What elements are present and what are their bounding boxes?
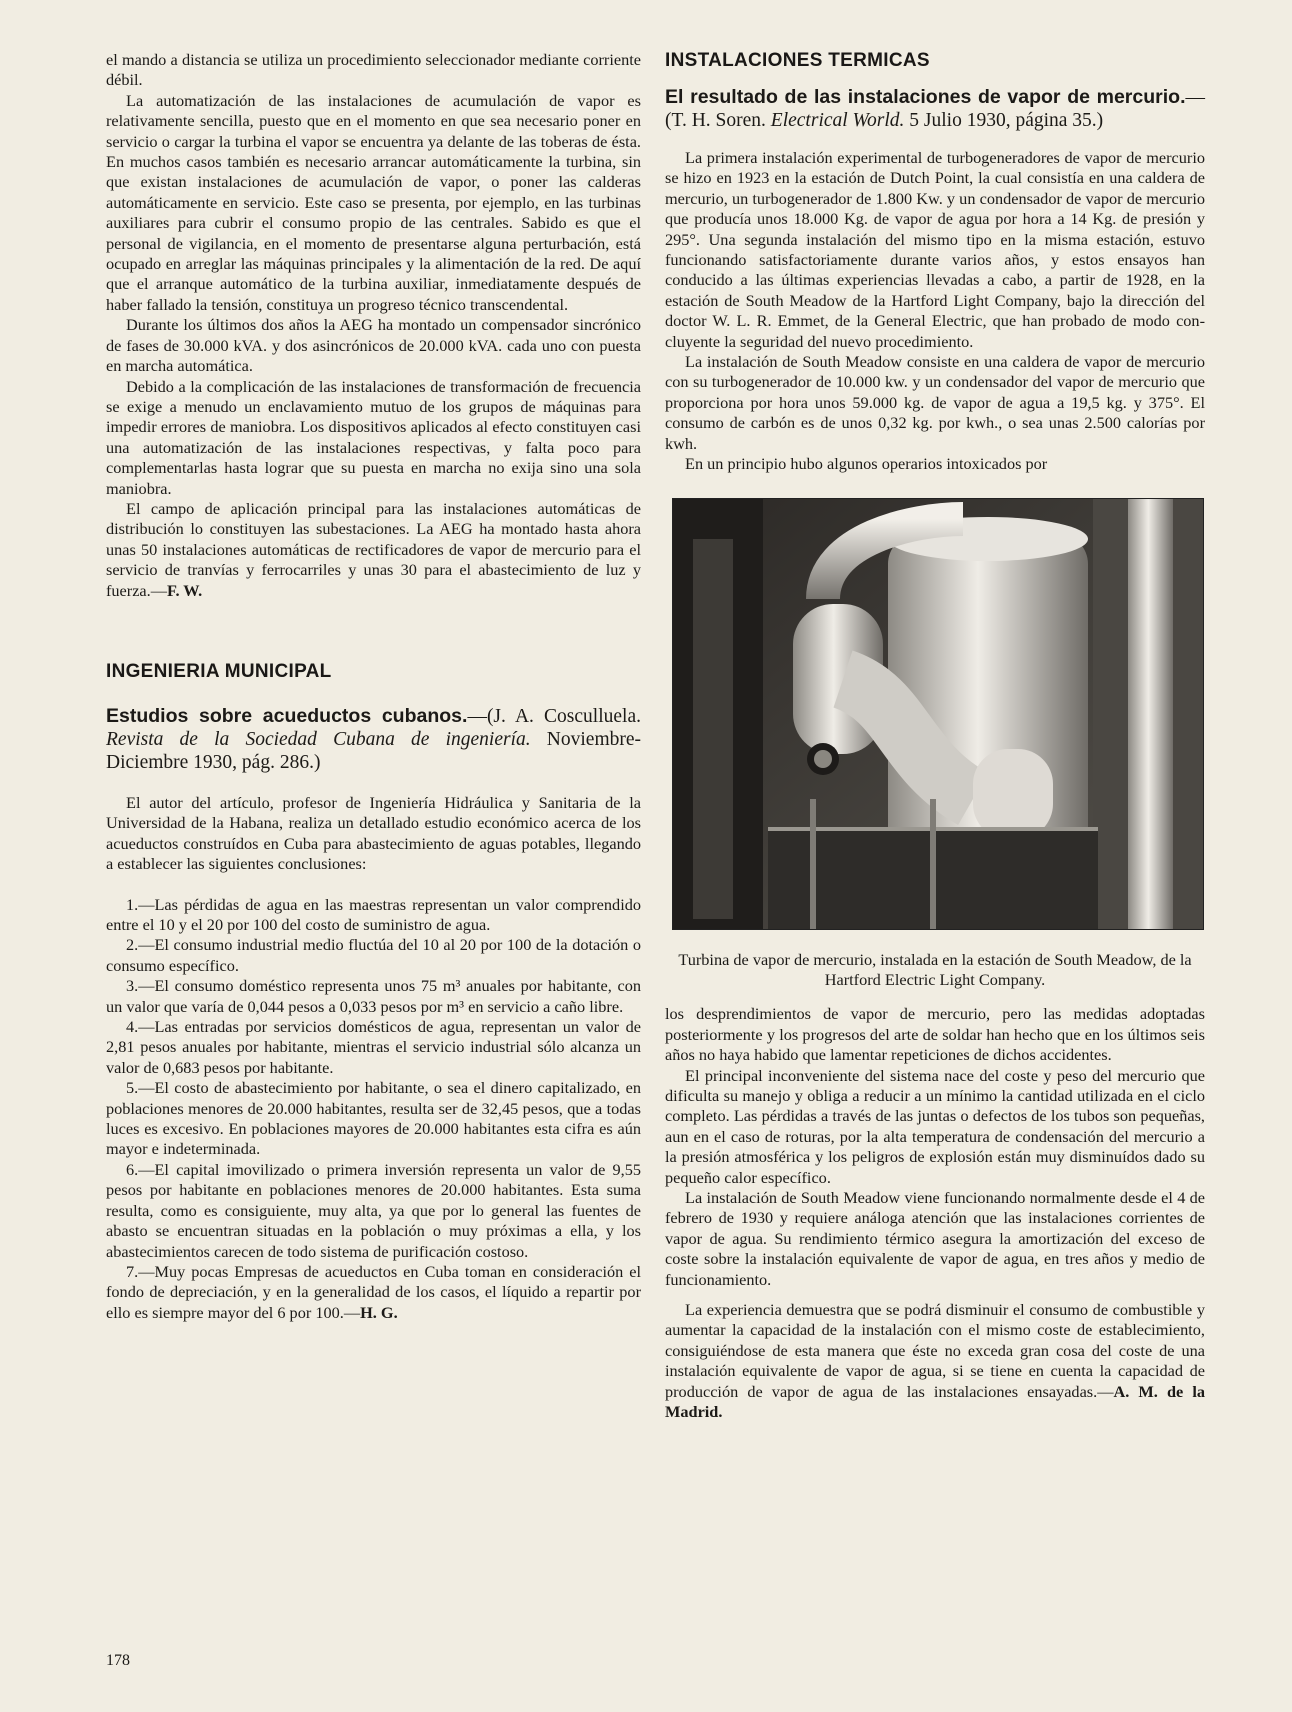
paragraph: los desprendimientos de vapor de mercurio, pero las medidas adoptadas posteriormente y los progresos del arte de soldar han hecho que en los últimos seis años no haya habido que lamentar repeticiones de dichos accidentes. — [665, 1004, 1205, 1065]
journal-name: Electrical World. — [770, 110, 905, 131]
list-item-text: 7.—Muy pocas Empresas de acueductos en Cuba toman en consideración el fondo de depreciación, y en la generalidad de los casos, el líquido a repartir por ello es siempre mayor del 6 por 100.— — [106, 1261, 641, 1322]
paragraph-text: El campo de aplicación principal para las instalaciones automáticas de distribución lo constituyen las subestaciones. La AEG ha montado hasta ahora unas 50 instalaciones automáticas de rectificadores de vapor de mercurio para el servicio de tranvías y ferrocarriles y unas 30 para el abastecimiento de luz y fuerza.— — [106, 498, 641, 600]
conclusions-list — [106, 895, 641, 1324]
article-citation: —(J. A. Cosculluela. — [467, 705, 641, 727]
list-item: 2.—El consumo industrial medio fluctúa del 10 al 20 por 100 de la dotación o consumo específico. — [106, 935, 641, 975]
article-title: Estudios sobre acueductos cubanos. — [106, 704, 468, 727]
list-item: 6.—El capital imovilizado o primera inversión representa un valor de 9,55 pesos por habitante en poblaciones menores de 20.000 habitantes. Esta suma resulta, como es consiguiente, muy alta, ya que por lo general las fuentes de abasto se encuentran situadas en la población o muy próximas a ella, y los abastecimientos carecen de todo sistema de purificación costoso. — [106, 1159, 641, 1261]
paragraph-text: La experiencia demuestra que se podrá disminuir el consumo de combustible y aumentar la capacidad de la instalación con el mismo coste de establecimiento, consiguiéndose de esta manera que éste no exceda gran cosa del coste de una instalación equivalente de vapor de agua, si se tiene en cuenta la capacidad de producción de vapor de agua de las instalaciones ensayadas.— — [665, 1300, 1205, 1401]
left-column — [106, 50, 641, 1323]
paragraph: el mando a distancia se utiliza un procedimiento seleccionador mediante corriente débil. — [106, 50, 641, 90]
section-heading: INGENIERIA MUNICIPAL — [106, 660, 332, 682]
photo-caption: Turbina de vapor de mercurio, instalada en la estación de South Meadow, de la Hartford Electric Light Company. — [678, 949, 1192, 989]
paragraph: Debido a la complicación de las instalaciones de transformación de frecuencia se exige a menudo un enclavamiento mutuo de los grupos de máquinas para impedir errores de maniobra. Los dispositivos aplicados al efecto constituyen casi una automatización de las instalaciones respectivas, y falta poco para complementarlas hasta lograr que su puesta en marcha no exija sino una sola maniobra. — [106, 376, 641, 498]
article-citation-date: 5 Julio 1930, página 35.) — [904, 110, 1104, 131]
paragraph: La instalación de South Meadow viene funcionando normalmente desde el 4 de febrero de 1930 y requiere análoga atención que las instalaciones corrientes de vapor de agua. Su rendimiento térmico asegura la amortización del exceso de coste sobre la instalación equivalente de vapor de agua, en tres años y medio de funcionamiento. — [665, 1187, 1205, 1289]
list-item: 4.—Las entradas por servicios domésticos de agua, representan un valor de 2,81 pesos anuales por habitante, mientras el servicio industrial sólo alcanza un valor de 0,683 pesos por habitante. — [106, 1017, 641, 1077]
paragraph: Durante los últimos dos años la AEG ha montado un compensador sincrónico de fases de 30.000 kVA. y dos asincrónicos de 20.000 kVA. cada uno con puesta en marcha automática. — [106, 315, 641, 376]
article-citation-date: Noviembre-Diciembre 1930, pág. 286.) — [106, 728, 642, 773]
paragraph: La primera instalación experimental de turbogeneradores de vapor de mercurio se hizo en 1923 en la estación de Dutch Point, la cual consistía en una caldera de mercurio, un turbogenerador de 1.800 Kw. y un condensador de vapor de mercurio que producía unos 18.000 Kg. de vapor de agua por hora a 14 Kg. de presión y 295°. Una segunda instalación del mismo tipo en la misma estación, estuvo funcionando satisfactoriamente durante varios años, y estos ensayos han conducido a las últimas experiencias llevadas a cabo, a partir de 1928, en la estación de South Meadow de la Hartford Light Company, bajo la dirección del doctor W. L. R. Emmet, de la General Electric, que han probado de modo concluyente la seguridad del nuevo procedimiento. — [665, 148, 1205, 351]
list-item: 3.—El consumo doméstico representa unos 75 m³ anuales por habitante, con un valor que varía de 0,044 pesos a 0,033 pesos por m³ en servicio a caño libre. — [106, 976, 641, 1016]
paragraph — [106, 499, 641, 601]
paragraph: La instalación de South Meadow consiste en una caldera de vapor de mercurio con su turbogenerador de 10.000 kw. y un condensador del vapor de mercurio que proporciona por hora unos 59.000 kg. de vapor de agua a 19,5 kg. y 375°. El consumo de carbón es de unos 0,32 kg. por kwh., o sea unas 2.500 calorías por kwh. — [665, 352, 1205, 453]
paragraph — [665, 1300, 1205, 1422]
list-item: 5.—El costo de abastecimiento por habitante, o sea el dinero capitalizado, en poblaciones menores de 20.000 habitantes, resulta ser de 32,45 pesos, que a todas luces es excesivo. En poblaciones mayores de 20.000 habitantes esta cifra es aún mayor e indeterminada. — [106, 1078, 641, 1159]
paragraph: La automatización de las instalaciones de acumulación de vapor es relativamente sencilla, puesto que en el momento en que sea necesario poner en servicio o cargar la turbina el vapor se encuentra ya delante de las toberas de ésta. En muchos casos también es necesario arrancar automáticamente la turbina, sin que existan instalaciones de acumulación de vapor, o poner las calderas automáticamente en servicio. Este caso se presenta, por ejemplo, en las turbinas auxiliares para cubrir el consumo propio de las centrales. Sabido es que el personal de vigilancia, en el momento de presentarse alguna perturbación, está ocupado en arreglar las máquinas principales y la alimentación de la red. De aquí que el arranque automático de la turbina auxiliar, inmediatamente después de haber fallado la tensión, constituya un progreso técnico transcendental. — [106, 90, 641, 314]
article-citation: —(T. H. Soren. — [665, 87, 1205, 131]
journal-name: Revista de la Sociedad Cubana de ingeniería. — [106, 728, 531, 750]
paragraph: El autor del artículo, profesor de Ingeniería Hidráulica y Sanitaria de la Universidad de la Habana, realiza un detallado estudio económico acerca de los acueductos construídos en Cuba para abastecimiento de aguas potables, llegando a establecer las siguientes conclusiones: — [106, 792, 641, 874]
section-heading: INSTALACIONES TERMICAS — [665, 50, 930, 71]
list-item — [106, 1262, 641, 1323]
paragraph: El principal inconveniente del sistema nace del coste y peso del mercurio que dificulta su manejo y obliga a reducir a un mínimo la cantidad utilizada en el ciclo completo. Las pérdidas a través de las juntas o defectos de los tubos son pequeñas, aun en el caso de roturas, por la alta temperatura de condensación del mercurio a la presión atmosférica y los peligros de explosión están muy disminuídos dado su pequeño calor específico. — [665, 1065, 1205, 1187]
author-signature: H. G. — [360, 1302, 398, 1322]
page-number: 178 — [106, 1652, 130, 1669]
author-signature: A. M. de la Madrid. — [665, 1381, 1205, 1422]
author-signature: F. W. — [167, 580, 203, 600]
paragraph: En un principio hubo algunos operarios intoxicados por — [685, 454, 1048, 474]
turbine-photograph — [672, 498, 1204, 930]
article-heading — [665, 86, 1205, 132]
right-column — [665, 50, 1205, 1422]
article-heading — [106, 705, 641, 774]
list-item: 1.—Las pérdidas de agua en las maestras representan un valor comprendido entre el 10 y el 20 por 100 del costo de suministro de agua. — [106, 894, 641, 934]
article-title: El resultado de las instalaciones de vapor de mercurio. — [665, 86, 1186, 108]
turbine-illustration — [673, 499, 1203, 929]
